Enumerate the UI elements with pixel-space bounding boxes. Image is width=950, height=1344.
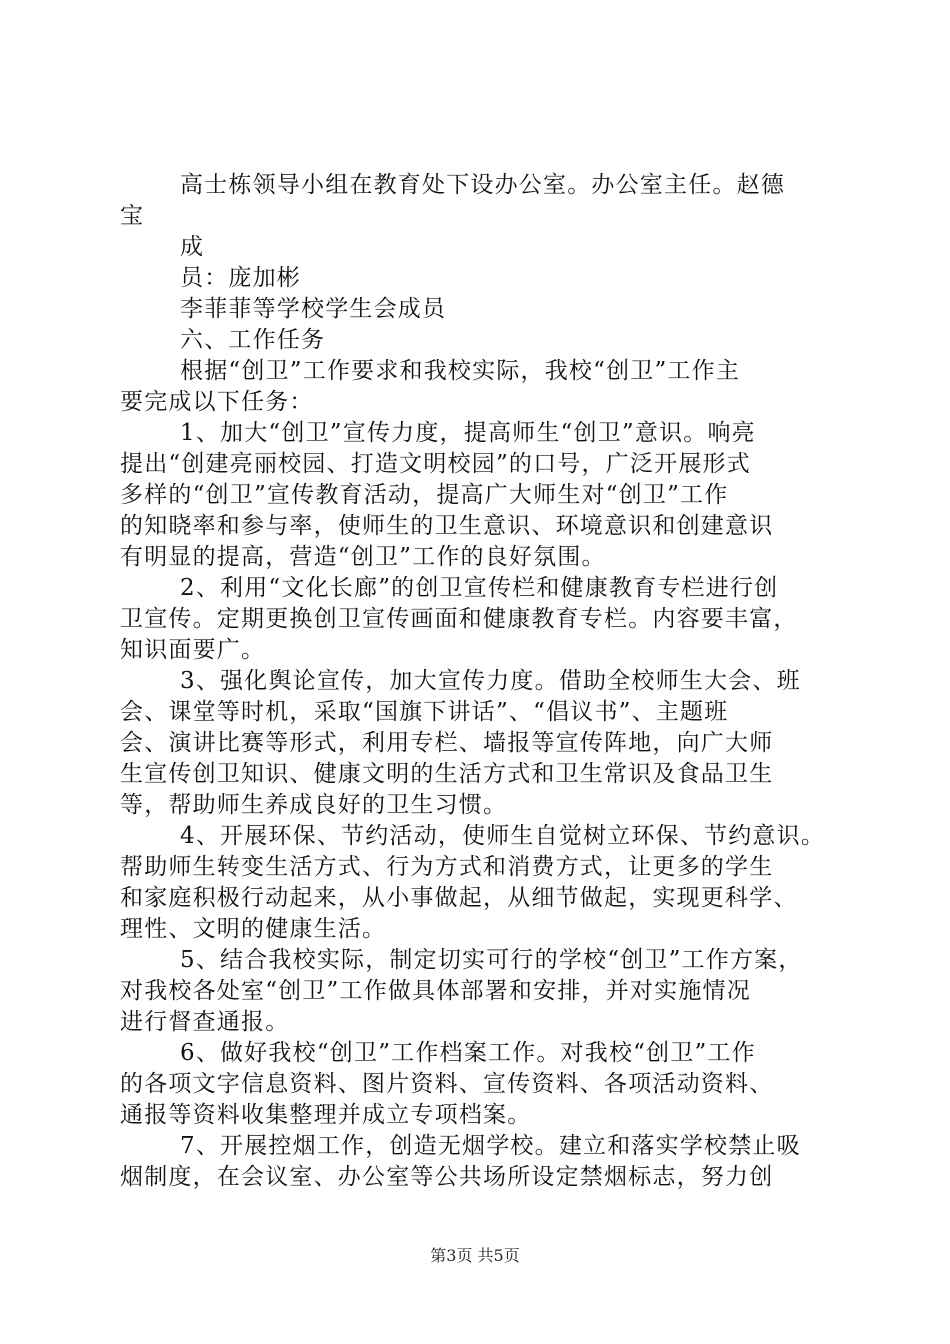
- text-line: 5、结合我校实际，制定切实可行的学校“创卫”工作方案，: [180, 947, 803, 973]
- text-line: 进行督查通报。: [120, 1009, 290, 1035]
- text-line: 烟制度，在会议室、办公室等公共场所设定禁烟标志，努力创: [120, 1164, 774, 1190]
- text-line: 2、利用“文化长廊”的创卫宣传栏和健康教育专栏进行创: [180, 575, 779, 601]
- text-line: 有明显的提高，营造“创卫”工作的良好氛围。: [120, 544, 606, 570]
- text-line: 4、开展环保、节约活动，使师生自觉树立环保、节约意识。: [180, 823, 826, 849]
- text-line: 的知晓率和参与率，使师生的卫生意识、环境意识和创建意识: [120, 513, 774, 539]
- text-line: 成: [180, 234, 205, 260]
- text-line: 3、强化舆论宣传，加大宣传力度。借助全校师生大会、班: [180, 668, 801, 694]
- text-line: 要完成以下任务：: [120, 389, 314, 415]
- text-line: 会、演讲比赛等形式，利用专栏、墙报等宣传阵地，向广大师: [120, 730, 774, 756]
- document-body: [120, 170, 832, 1193]
- text-line: 通报等资料收集整理并成立专项档案。: [120, 1102, 532, 1128]
- text-line: 李菲菲等学校学生会成员: [180, 296, 447, 322]
- text-line: 1、加大“创卫”宣传力度，提高师生“创卫”意识。响亮: [180, 420, 756, 446]
- text-line: 的各项文字信息资料、图片资料、宣传资料、各项活动资料、: [120, 1071, 774, 1097]
- text-line: 理性、文明的健康生活。: [120, 916, 387, 942]
- text-line: 宝: [120, 203, 145, 229]
- text-line: 帮助师生转变生活方式、行为方式和消费方式，让更多的学生: [120, 854, 774, 880]
- text-line: 生宣传创卫知识、健康文明的生活方式和卫生常识及食品卫生: [120, 761, 774, 787]
- text-line: 知识面要广。: [120, 637, 266, 663]
- text-line: 高士栋领导小组在教育处下设办公室。办公室主任。赵德: [180, 172, 785, 198]
- text-line: 卫宣传。定期更换创卫宣传画面和健康教育专栏。内容要丰富，: [120, 606, 798, 632]
- text-line: 员：庞加彬: [180, 265, 301, 291]
- text-line: 根据“创卫”工作要求和我校实际，我校“创卫”工作主: [180, 358, 741, 384]
- text-line: 等，帮助师生养成良好的卫生习惯。: [120, 792, 508, 818]
- text-line: 和家庭积极行动起来，从小事做起，从细节做起，实现更科学、: [120, 885, 798, 911]
- page-footer: 第3页 共5页: [430, 1246, 520, 1265]
- text-line: 多样的“创卫”宣传教育活动，提高广大师生对“创卫”工作: [120, 482, 729, 508]
- text-line: 会、课堂等时机，采取“国旗下讲话”、“倡议书”、主题班: [120, 699, 729, 725]
- text-line: 六、工作任务: [180, 327, 326, 353]
- text-line: 对我校各处室“创卫”工作做具体部署和安排，并对实施情况: [120, 978, 751, 1004]
- text-line: 提出“创建亮丽校园、打造文明校园”的口号，广泛开展形式: [120, 451, 751, 477]
- text-line: 6、做好我校“创卫”工作档案工作。对我校“创卫”工作: [180, 1040, 756, 1066]
- text-line: 7、开展控烟工作，创造无烟学校。建立和落实学校禁止吸: [180, 1133, 801, 1159]
